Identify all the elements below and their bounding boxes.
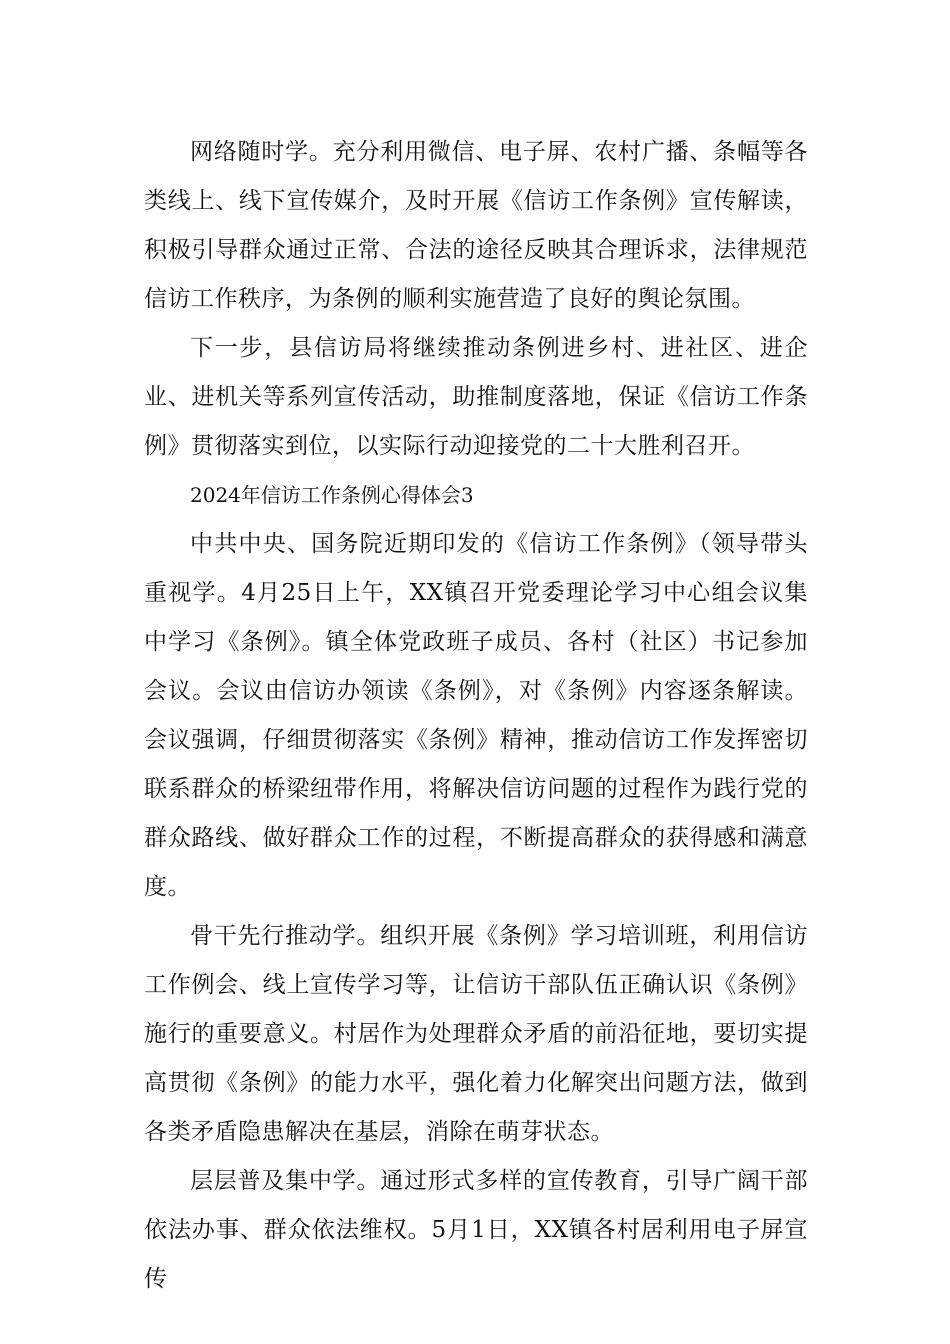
paragraph-backbone-study: 骨干先行推动学。组织开展《条例》学习培训班，利用信访工作例会、线上宣传学习等，让信访干部队伍正确认识《条例》施行的重要意义。村居作为处理群众矛盾的前沿征地，要切实提高贯彻《条例》的能力水平，强化着力化解突出问题方法，做到各类矛盾隐患解决在基层，消除在萌芽状态。 <box>144 923 808 1145</box>
paragraph-online-study: 网络随时学。充分利用微信、电子屏、农村广播、条幅等各类线上、线下宣传媒介，及时开展《信访工作条例》宣传解读，积极引导群众通过正常、合法的途径反映其合理诉求，法律规范信访工作秩序，为条例的顺利实施营造了良好的舆论氛围。 <box>144 139 808 312</box>
section-heading: 2024年信访工作条例心得体会3 <box>190 483 474 507</box>
paragraph-next-step: 下一步，县信访局将继续推动条例进乡村、进社区、进企业、进机关等系列宣传活动，助推制度落地，保证《信访工作条例》贯彻落实到位，以实际行动迎接党的二十大胜利召开。 <box>144 335 808 459</box>
document-body <box>144 128 808 1304</box>
paragraph-layered-study: 层层普及集中学。通过形式多样的宣传教育，引导广阔干部依法办事、群众依法维权。5月1日，XX镇各村居利用电子屏宣传 <box>144 1168 808 1292</box>
paragraph-leadership-study: 中共中央、国务院近期印发的《信访工作条例》（领导带头重视学。4月25日上午，XX镇召开党委理论学习中心组会议集中学习《条例》。镇全体党政班子成员、各村（社区）书记参加会议。会议由信访办领读《条例》，对《条例》内容逐条解读。会议强调，仔细贯彻落实《条例》精神，推动信访工作发挥密切联系群众的桥梁纽带作用，将解决信访问题的过程作为践行党的群众路线、做好群众工作的过程，不断提高群众的获得感和满意度。 <box>144 531 808 900</box>
